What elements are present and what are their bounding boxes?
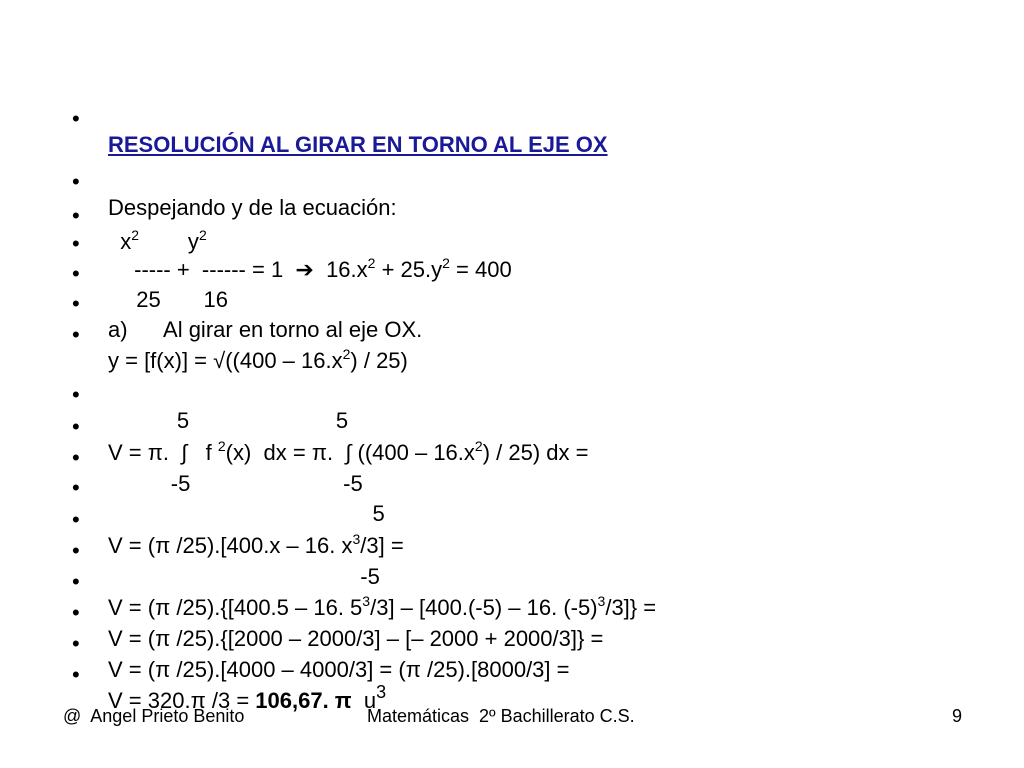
bullet: • bbox=[72, 631, 80, 656]
slide-title: RESOLUCIÓN AL GIRAR EN TORNO AL EJE OX bbox=[108, 132, 608, 157]
text: V = (π /25).[4000 – 4000/3] = (π /25).[8000/3] = bbox=[108, 657, 570, 682]
text: -5 -5 bbox=[128, 471, 363, 496]
text: ----- + ------ = 1 ➔ $16.x^2 + 25.y^2 = 400$ bbox=[128, 255, 512, 282]
text: V = (π /25).{[400.5 – 16. $5^3/3] - [400.(-5) - 16$. $(-5)^3/3$]} = bbox=[108, 593, 657, 620]
bullet: • bbox=[72, 231, 80, 256]
bullet: • bbox=[72, 203, 80, 228]
bullet: • bbox=[72, 382, 80, 407]
text: 5 5 bbox=[128, 408, 349, 433]
footer-author: @ Angel Prieto Benito bbox=[63, 706, 245, 726]
text: -5 bbox=[128, 564, 380, 589]
bullet: • bbox=[72, 569, 80, 594]
bullet: • bbox=[72, 322, 80, 347]
text: 25 16 bbox=[124, 287, 228, 312]
text: V = π. ∫ f $^2$(x) dx = π. ∫ $((400 - 16.x^2) / 25)$ dx = bbox=[108, 438, 589, 465]
text: V = 320.π /3 = 106,67. π $u^3$ bbox=[108, 682, 387, 713]
bullet: • bbox=[72, 507, 80, 532]
text: $x^2$ $y^2$ bbox=[108, 227, 207, 254]
bullet: • bbox=[72, 475, 80, 500]
bullet: • bbox=[72, 261, 80, 286]
bullet: • bbox=[72, 662, 80, 687]
text: 5 bbox=[128, 501, 385, 526]
bullet: • bbox=[72, 538, 80, 563]
bullet: • bbox=[72, 291, 80, 316]
text: $y = [f(x)] = √((400 - 16.x^2) / 25)$ bbox=[108, 346, 408, 373]
text: a) Al girar en torno al eje OX. bbox=[108, 317, 423, 342]
text: V = (π /25).[400.x – 16. $x^3/3$] = bbox=[108, 531, 404, 558]
bullet: • bbox=[72, 414, 80, 439]
footer-page-number: 9 bbox=[952, 706, 963, 726]
bullet: • bbox=[72, 169, 80, 194]
bullet: • bbox=[72, 106, 80, 131]
bullet: • bbox=[72, 600, 80, 625]
footer-course: Matemáticas 2º Bachillerato C.S. bbox=[367, 706, 635, 726]
text: V = (π /25).{[2000 – 2000/3] – [– 2000 + 2000/3]} = bbox=[108, 626, 604, 651]
text: Despejando y de la ecuación: bbox=[108, 195, 397, 220]
bullet: • bbox=[72, 445, 80, 470]
result-value: 106,67. π bbox=[255, 688, 352, 713]
